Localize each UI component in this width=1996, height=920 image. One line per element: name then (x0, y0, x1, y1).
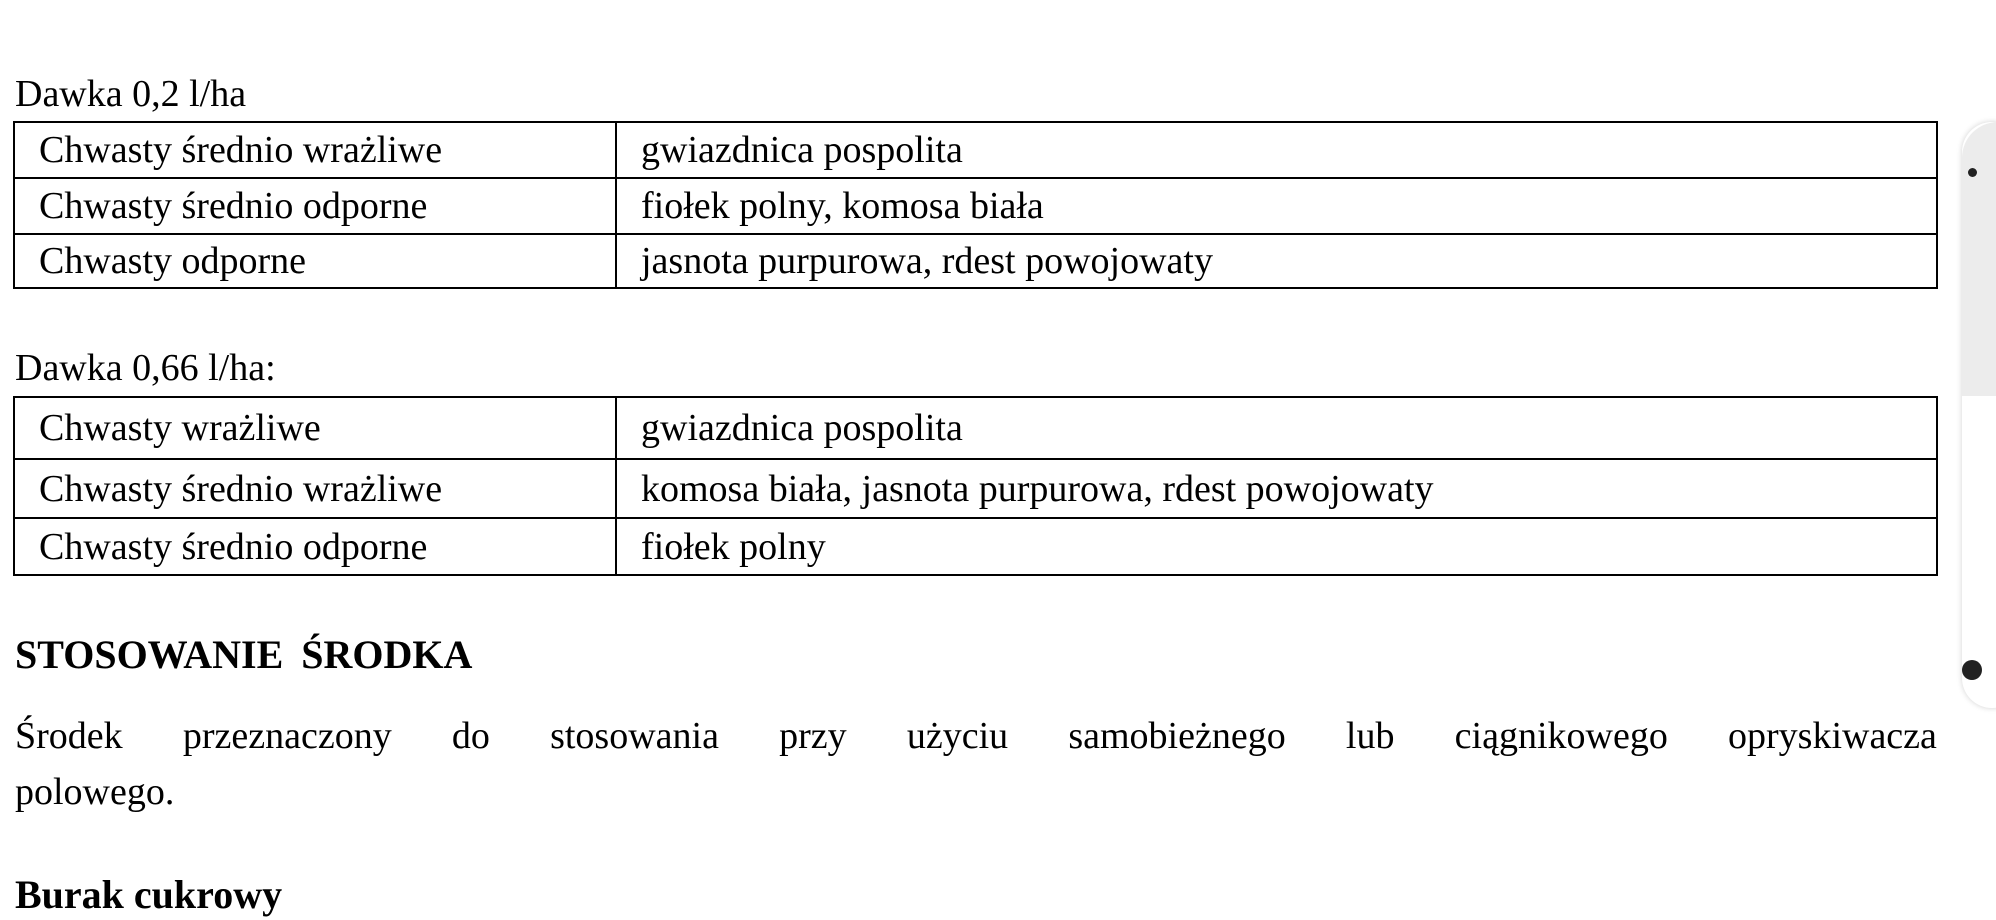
word: przy (779, 715, 847, 757)
table-row (14, 397, 1937, 459)
table-row (14, 178, 1937, 234)
paragraph-line (15, 708, 1937, 764)
weed-table-dose-0-2 (13, 121, 1938, 289)
weed-species-cell: fiołek polny, komosa biała (616, 178, 1937, 234)
dot-icon (1968, 168, 1977, 177)
word: do (451, 715, 490, 757)
section-heading: STOSOWANIE ŚRODKA (15, 632, 473, 677)
word: przeznaczony (182, 715, 392, 757)
weed-category-cell: Chwasty wrażliwe (14, 397, 616, 459)
word: ciągnikowego (1454, 715, 1668, 757)
word: Środek (15, 715, 123, 757)
word: stosowania (550, 715, 719, 757)
weed-species-cell: jasnota purpurowa, rdest powojowaty (616, 234, 1937, 288)
weed-species-cell: komosa biała, jasnota purpurowa, rdest powojowaty (616, 459, 1937, 518)
table-row (14, 518, 1937, 575)
weed-species-cell: gwiazdnica pospolita (616, 397, 1937, 459)
weed-table-dose-0-66 (13, 396, 1938, 576)
weed-category-cell: Chwasty średnio wrażliwe (14, 122, 616, 178)
word: opryskiwacza (1728, 715, 1937, 757)
word: lub (1345, 715, 1395, 757)
weed-category-cell: Chwasty odporne (14, 234, 616, 288)
paragraph-line: polowego. (15, 771, 175, 813)
body-paragraph (15, 708, 1937, 820)
weed-category-cell: Chwasty średnio wrażliwe (14, 459, 616, 518)
weed-category-cell: Chwasty średnio odporne (14, 518, 616, 575)
word: samobieżnego (1068, 715, 1286, 757)
dose-label-0-2: Dawka 0,2 l/ha (15, 73, 247, 115)
table-row (14, 459, 1937, 518)
crop-heading: Burak cukrowy (15, 872, 283, 917)
panel-highlight (1962, 122, 1996, 396)
floating-side-panel[interactable] (1962, 122, 1996, 708)
weed-category-cell: Chwasty średnio odporne (14, 178, 616, 234)
weed-species-cell: gwiazdnica pospolita (616, 122, 1937, 178)
word: użyciu (906, 715, 1009, 757)
table-row (14, 234, 1937, 288)
drag-handle-icon[interactable] (1962, 660, 1982, 680)
table-row (14, 122, 1937, 178)
dose-label-0-66: Dawka 0,66 l/ha: (15, 347, 276, 389)
weed-species-cell: fiołek polny (616, 518, 1937, 575)
